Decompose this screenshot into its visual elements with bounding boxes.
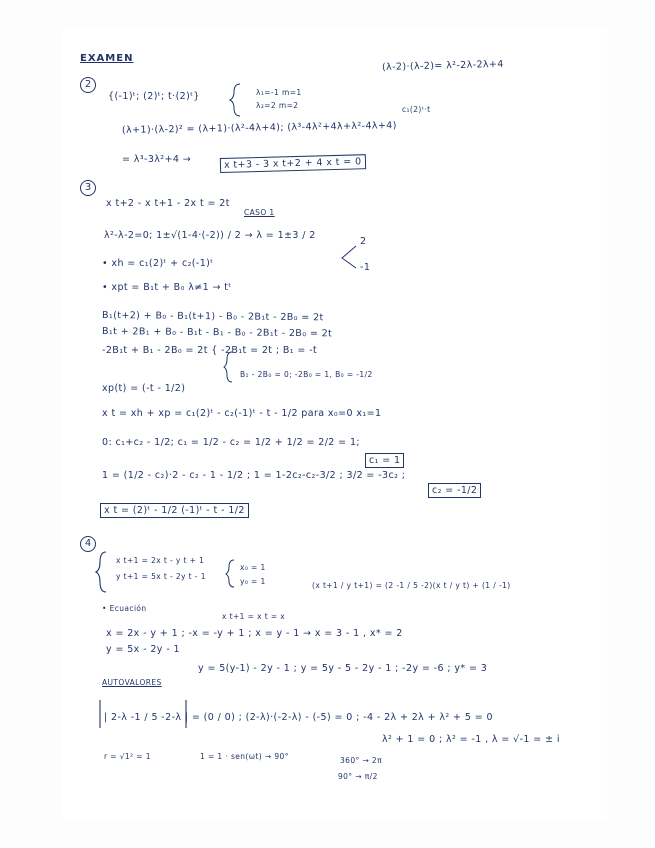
exercise-4-number: 4: [80, 536, 96, 552]
ex3-collect-terms: -2B₁t + B₁ - 2B₀ = 2t { -2B₁t = 2t ; B₁ = -t: [102, 345, 318, 356]
top-right-expansion: (λ-2)·(λ-2)= λ²-2λ-2λ+4: [381, 58, 504, 73]
ex3-particular-guess: • xpt = B₁t + B₀ λ≠1 → tᵗ: [102, 282, 232, 293]
exam-title: EXAMEN: [80, 53, 134, 64]
ex2-result-box: x t+3 - 3 x t+2 + 4 x t = 0: [220, 154, 366, 173]
ex3-characteristic: λ²-λ-2=0; 1±√(1-4·(-2)) / 2 → λ = 1±3 / 2: [104, 230, 316, 241]
ex4-determinant: | 2-λ -1 / 5 -2-λ | = (0 / 0) ; (2-λ)·(-2-λ) - (-5) = 0 ; -4 - 2λ + 2λ + λ² + 5 = 0: [104, 712, 493, 723]
exercise-2-number: 2: [80, 77, 96, 93]
ex2-root-2: λ₂=2 m=2: [256, 101, 299, 110]
ex3-general-solution: x t = xh + xp = c₁(2)ᵗ - c₂(-1)ᵗ - t - 1/2 para x₀=0 x₁=1: [102, 408, 382, 419]
ex4-modulus: r = √1² = 1: [104, 752, 151, 761]
ex2-polynomial: = λ³-3λ²+4 →: [122, 154, 192, 165]
ex3-final-solution: x t = (2)ᵗ - 1/2 (-1)ᵗ - t - 1/2: [100, 503, 249, 518]
ex2-solution-set: {(-1)ᵗ; (2)ᵗ; t·(2)ᵗ}: [108, 91, 200, 102]
ex3-root-b: -1: [360, 262, 371, 273]
ex3-initial-condition-1: 1 = (1/2 - c₂)·2 - c₂ - 1 - 1/2 ; 1 = 1-2c₂-c₂-3/2 ; 3/2 = -3c₂ ;: [102, 470, 406, 481]
ex2-side-note: c₁(2)ᵗ·t: [402, 105, 431, 114]
ex2-root-1: λ₁=-1 m=1: [256, 88, 302, 97]
ex3-particular-solution: xp(t) = (-t - 1/2): [102, 383, 186, 394]
ex4-system-eq-2: y t+1 = 5x t - 2y t - 1: [116, 572, 206, 581]
ex4-degrees-quarter: 90° → π/2: [338, 772, 378, 781]
ex3-coefficients: B₁ - 2B₀ = 0; -2B₀ = 1, B₀ = -1/2: [240, 370, 373, 379]
ex4-y-equation: y = 5x - 2y - 1: [106, 644, 180, 655]
ex3-substitution-1: B₁(t+2) + B₀ - B₁(t+1) - B₀ - 2B₁t - 2B₀ = 2t: [101, 310, 324, 324]
ex3-c1-box: c₁ = 1: [365, 453, 404, 468]
ex3-substitution-2: B₁t + 2B₁ + B₀ - B₁t - B₁ - B₀ - 2B₁t - 2B₀ = 2t: [101, 326, 333, 340]
ex4-initial-y: y₀ = 1: [240, 577, 266, 586]
ex4-solve-x: x = 2x - y + 1 ; -x = -y + 1 ; x = y - 1 → x = 3 - 1 , x* = 2: [106, 628, 403, 639]
exercise-3-number: 3: [80, 180, 96, 196]
ex3-caso-label: CASO 1: [244, 208, 275, 217]
ex4-ecuacion-label: • Ecuación: [102, 604, 147, 613]
ex3-root-a: 2: [360, 236, 367, 247]
ex3-c2-box: c₂ = -1/2: [428, 483, 481, 498]
ex3-initial-condition-0: 0: c₁+c₂ - 1/2; c₁ = 1/2 - c₂ = 1/2 + 1/2 = 2/2 = 1;: [102, 437, 360, 448]
ex2-characteristic-expansion: (λ+1)·(λ-2)² = (λ+1)·(λ²-4λ+4); (λ³-4λ²+4λ+λ²-4λ+4): [121, 120, 397, 136]
ex4-degrees-full: 360° → 2π: [340, 756, 383, 765]
ex4-eigenvalues: λ² + 1 = 0 ; λ² = -1 , λ = √-1 = ± i: [382, 734, 560, 745]
exam-sheet: [62, 28, 607, 818]
ex3-equation: x t+2 - x t+1 - 2x t = 2t: [106, 198, 230, 209]
ex4-autovalores-heading: AUTOVALORES: [102, 678, 162, 687]
ex4-matrix-form: (x t+1 / y t+1) = (2 -1 / 5 -2)(x t / y t) + (1 / -1): [312, 581, 511, 590]
ex4-solve-y: y = 5(y-1) - 2y - 1 ; y = 5y - 5 - 2y - 1 ; -2y = -6 ; y* = 3: [198, 663, 488, 674]
ex4-initial-x: x₀ = 1: [240, 563, 266, 572]
ex3-homogeneous: • xh = c₁(2)ᵗ + c₂(-1)ᵗ: [102, 258, 214, 269]
ex4-steady-state: x t+1 = x t = x: [222, 612, 286, 621]
ex4-angle: 1 = 1 · sen(ωt) → 90°: [200, 752, 289, 761]
ex4-system-eq-1: x t+1 = 2x t - y t + 1: [116, 556, 205, 565]
